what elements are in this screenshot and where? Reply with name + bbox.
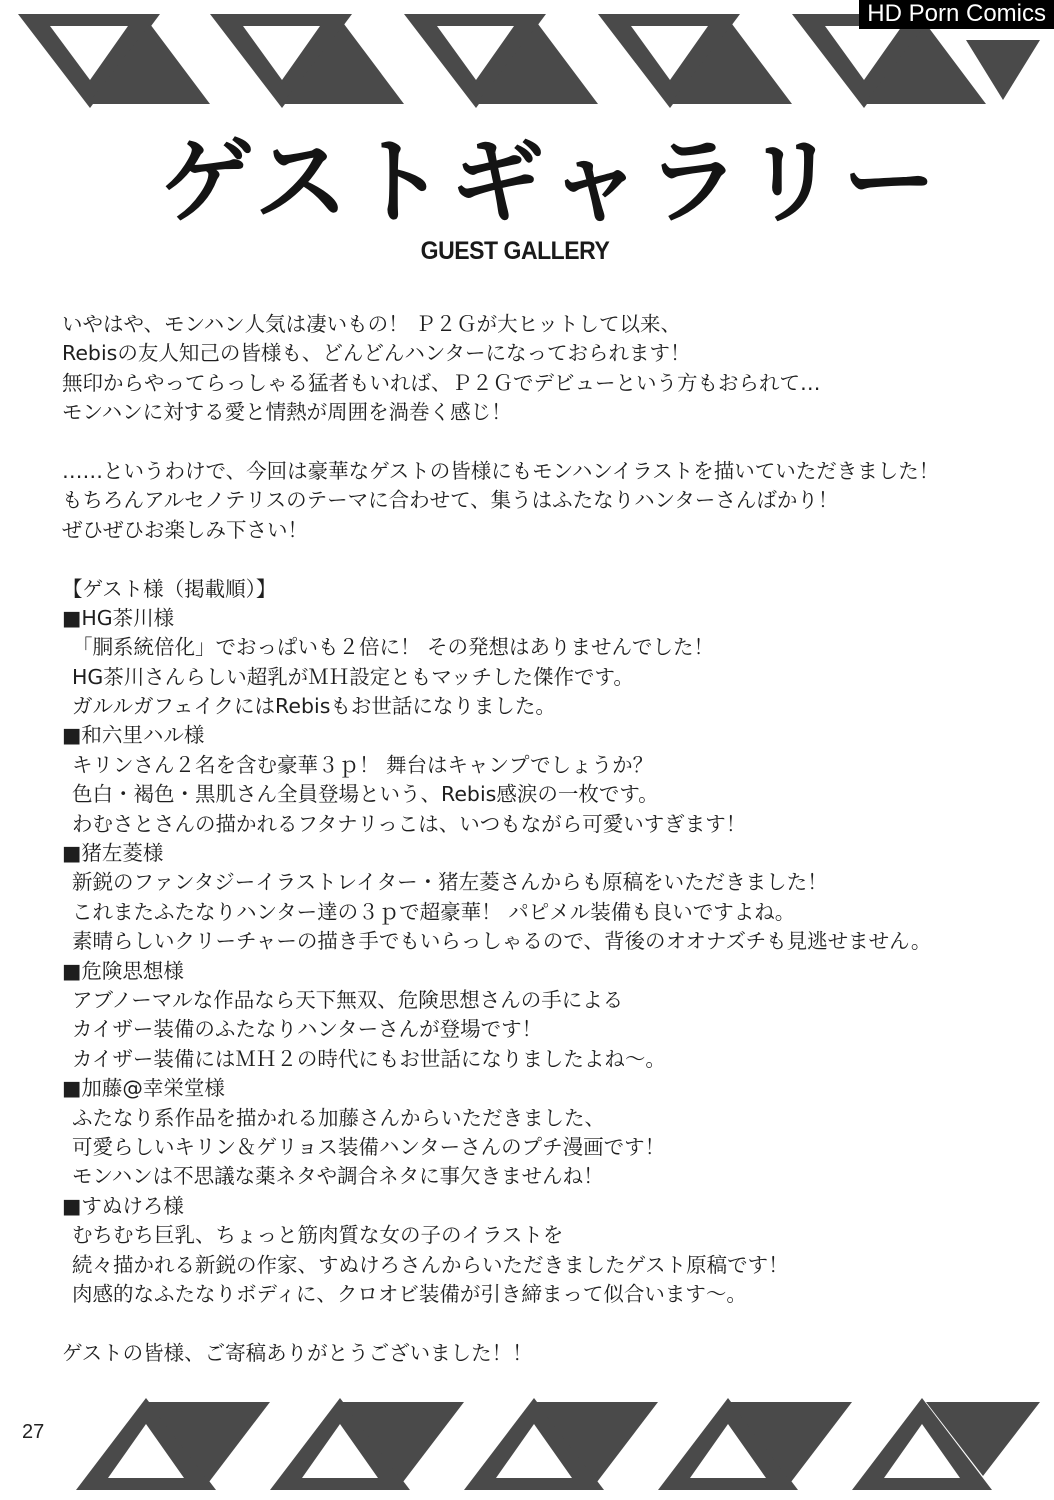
guest-comment-line: これまたふたなりハンター達の３ｐで超豪華！ パピメル装備も良いですよね。: [72, 899, 796, 924]
guest-comment-line: 続々描かれる新鋭の作家、すぬけろさんからいただきましたゲスト原稿です！: [72, 1252, 789, 1277]
guest-comment-line: 可愛らしいキリン＆ゲリョス装備ハンターさんのプチ漫画です！: [72, 1134, 666, 1159]
guest-comment-line: ふたなり系作品を描かれる加藤さんからいただきました、: [72, 1105, 605, 1130]
guest-comment-line: むちむち巨乳、ちょっと筋肉質な女の子のイラストを: [72, 1223, 564, 1248]
guest-comment-line: モンハンは不思議な薬ネタや調合ネタに事欠きませんね！: [72, 1164, 604, 1189]
guest-comment-line: 「胴系統倍化」でおっぱいも２倍に！ その発想はありませんでした！: [72, 635, 715, 660]
spacer: [62, 428, 1022, 457]
spacer: [62, 1309, 1022, 1338]
intro-line: ……というわけで、今回は豪華なゲストの皆様にもモンハンイラストを描いていただきました！: [62, 458, 940, 483]
intro-line: Rebisの友人知己の皆様も、どんどんハンターになっておられます！: [62, 341, 691, 366]
guest-name: ■危険思想様: [62, 958, 184, 983]
guest-comment-line: 素晴らしいクリーチャーの描き手でもいらっしゃるので、背後のオオナズチも見逃せません。: [72, 929, 932, 954]
guest-comment-line: ガルルガフェイクにはRebisもお世話になりました。: [72, 694, 556, 719]
guest-comment-line: 肉感的なふたなりボディに、クロオビ装備が引き締まって似合います〜。: [72, 1281, 747, 1306]
guest-list-heading: 【ゲスト様（掲載順）】: [62, 576, 277, 601]
border-triangle-down: [966, 40, 1040, 100]
page-subtitle: GUEST GALLERY: [420, 237, 610, 265]
intro-line: 無印からやってらっしゃる猛者もいれば、Ｐ２Ｇでデビューという方もおられて…: [62, 370, 821, 395]
guest-name: ■HG茶川様: [62, 605, 175, 630]
bottom-triangle-border: [0, 1392, 1054, 1500]
intro-line: ぜひぜひお楽しみ下さい！: [62, 517, 308, 542]
guest-name: ■加藤@幸栄堂様: [62, 1076, 225, 1101]
guest-comment-line: カイザー装備のふたなりハンターさんが登場です！: [72, 1017, 543, 1042]
watermark-label: HD Porn Comics: [859, 0, 1054, 29]
guest-comment-line: キリンさん２名を含む豪華３ｐ！ 舞台はキャンプでしょうか？: [72, 752, 654, 777]
guest-comment-line: 色白・褐色・黒肌さん全員登場という、Rebis感涙の一枚です。: [72, 782, 659, 807]
article-body: [62, 310, 1022, 1368]
spacer: [62, 545, 1022, 574]
page-number: 27: [22, 1421, 45, 1443]
guest-comment-line: カイザー装備にはＭＨ２の時代にもお世話になりましたよね〜。: [72, 1046, 666, 1071]
intro-line: モンハンに対する愛と情熱が周囲を渦巻く感じ！: [62, 400, 512, 425]
guest-comment-line: 新鋭のファンタジーイラストレイター・猪左菱さんからも原稿をいただきました！: [72, 870, 828, 895]
page-title: ゲストギャラリー: [160, 128, 941, 237]
intro-line: もちろんアルセノテリスのテーマに合わせて、集うはふたなりハンターさんばかり！: [62, 488, 839, 513]
guest-comment-line: わむさとさんの描かれるフタナリっこは、いつもながら可愛いすぎます！: [72, 811, 747, 836]
guest-comment-line: HG茶川さんらしい超乳がＭＨ設定ともマッチした傑作です。: [72, 664, 634, 689]
guest-name: ■すぬけろ様: [62, 1193, 184, 1218]
closing-line: ゲストの皆様、ご寄稿ありがとうございました！！: [62, 1340, 533, 1365]
guest-name: ■和六里ハル様: [62, 723, 205, 748]
guest-comment-line: アブノーマルな作品なら天下無双、危険思想さんの手による: [72, 987, 624, 1012]
intro-line: いやはや、モンハン人気は凄いもの！ Ｐ２Ｇが大ヒットして以来、: [62, 312, 682, 336]
guest-name: ■猪左菱様: [62, 841, 164, 866]
